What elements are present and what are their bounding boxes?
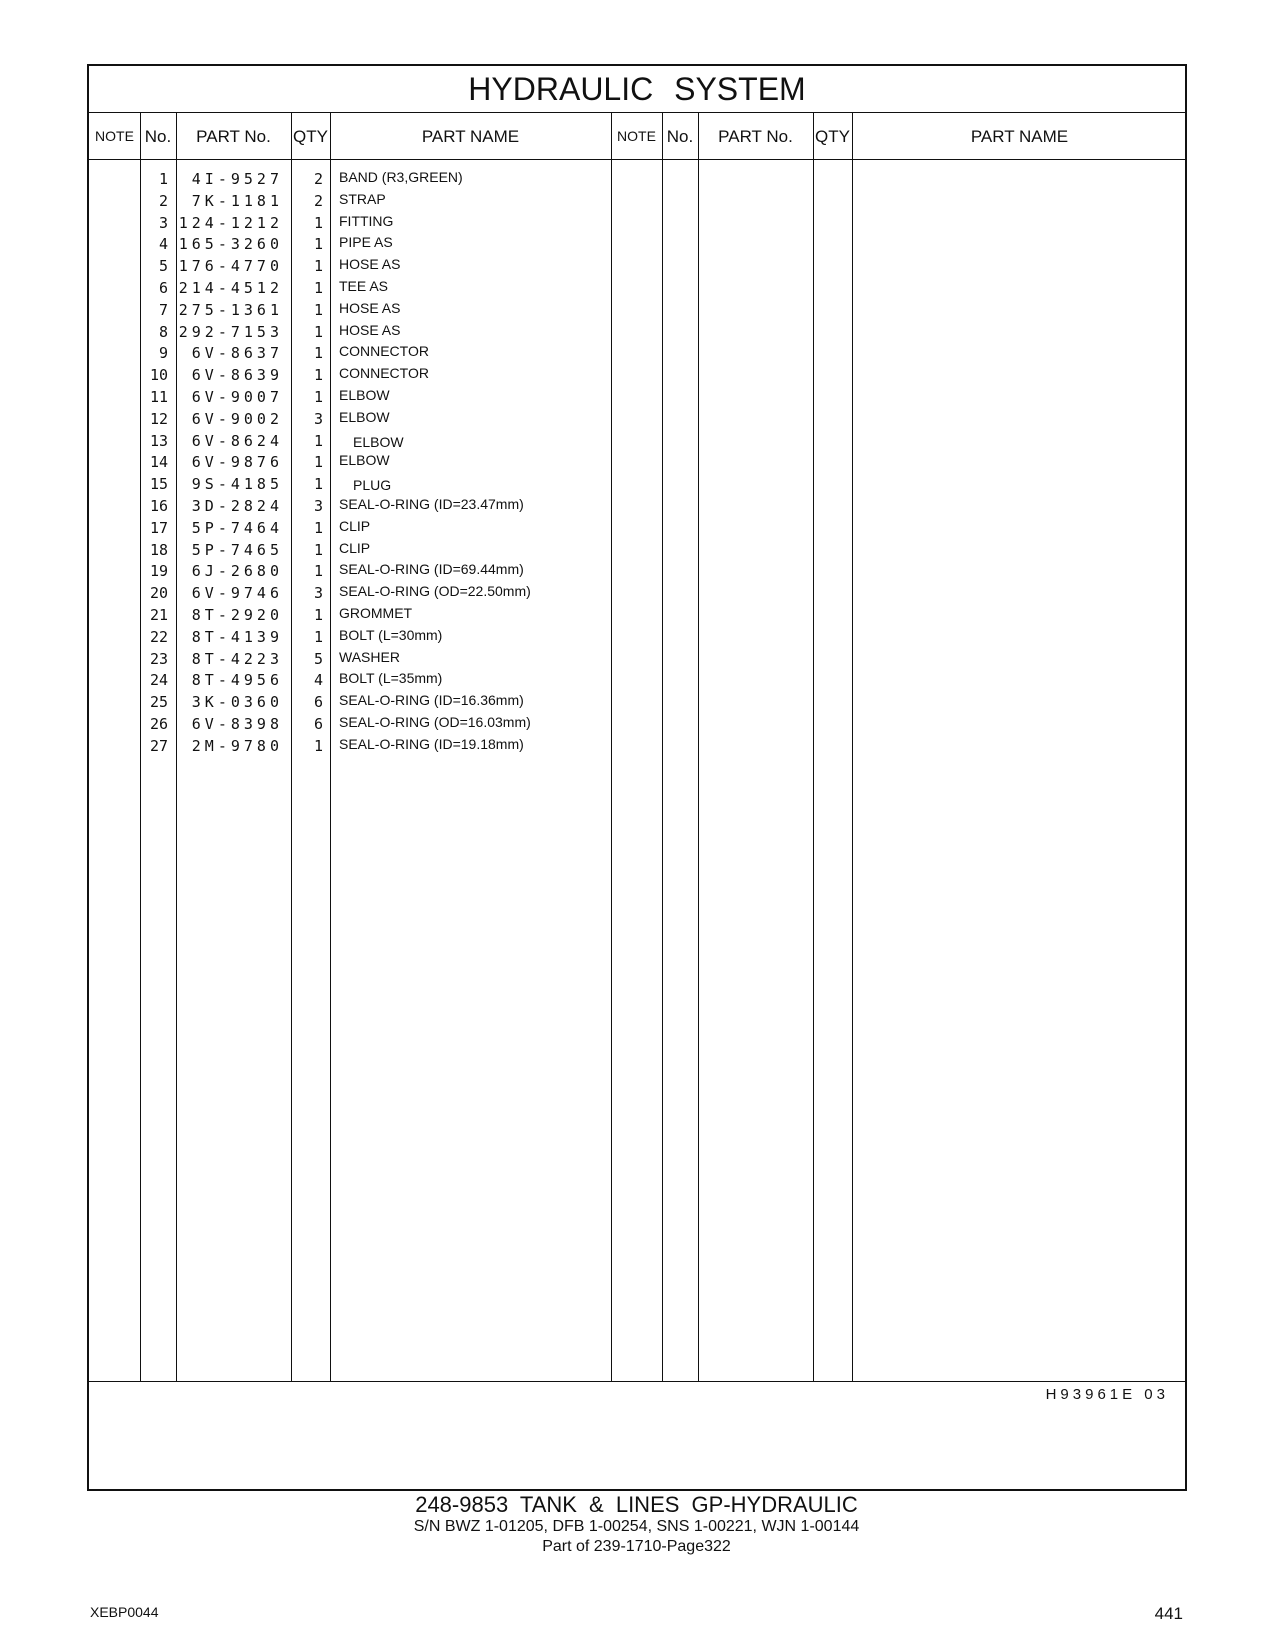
item-number: 22 (149, 627, 168, 646)
caption-group-title: 248-9853 TANK & LINES GP-HYDRAULIC (415, 1492, 858, 1517)
quantity: 1 (313, 388, 323, 406)
quantity: 1 (313, 453, 323, 472)
item-number: 14 (149, 453, 168, 472)
part-number: 214-4512 (178, 279, 283, 297)
item-number: 17 (149, 518, 168, 537)
part-number: 176-4770 (178, 257, 283, 276)
part-number: 4I-9527 (191, 170, 283, 188)
header-part-no: PART No. (718, 127, 793, 146)
part-name: SEAL-O-RING (ID=23.47mm) (339, 496, 524, 512)
part-name: BOLT (L=30mm) (339, 626, 443, 643)
part-number: 6V-9746 (191, 584, 283, 603)
part-number: 275-1361 (178, 300, 283, 319)
part-number: 6V-8398 (191, 715, 283, 733)
column-divider (291, 112, 292, 1381)
quantity: 1 (313, 431, 323, 450)
part-number: 292-7153 (178, 322, 283, 341)
quantity: 5 (313, 649, 323, 668)
part-number: 124-1212 (178, 213, 283, 232)
part-number: 7K-1181 (191, 191, 283, 210)
quantity: 1 (313, 235, 323, 254)
part-name: HOSE AS (339, 256, 401, 273)
part-name: SEAL-O-RING (OD=22.50mm) (339, 583, 531, 600)
quantity: 1 (313, 540, 323, 559)
item-number: 3 (158, 213, 168, 232)
header-part-no: PART No. (196, 127, 271, 146)
part-name: STRAP (339, 190, 386, 207)
illustration-code: H93961E 03 (1045, 1386, 1169, 1403)
part-number: 9S-4185 (191, 475, 283, 494)
part-name: ELBOW (339, 408, 390, 425)
part-name: WASHER (339, 648, 400, 665)
part-number: 8T-4223 (191, 649, 283, 668)
part-number: 6V-8624 (191, 431, 283, 450)
quantity: 1 (313, 300, 323, 319)
part-name: CONNECTOR (339, 365, 429, 382)
quantity: 1 (313, 518, 323, 537)
part-number: 6J-2680 (191, 562, 283, 581)
item-number: 18 (149, 540, 168, 559)
part-name: ELBOW (339, 452, 390, 469)
part-name: CLIP (339, 517, 371, 534)
item-number: 12 (149, 409, 168, 428)
item-number: 9 (158, 344, 168, 363)
quantity: 4 (313, 671, 323, 690)
page-title: HYDRAULIC SYSTEM (468, 71, 806, 107)
part-number: 6V-8637 (191, 344, 283, 363)
header-part-name: PART NAME (970, 127, 1069, 146)
quantity: 1 (313, 213, 323, 232)
part-name: BAND (R3,GREEN) (339, 169, 463, 185)
quantity: 1 (313, 366, 323, 385)
quantity: 1 (313, 627, 323, 646)
header-no: No. (144, 127, 172, 146)
item-number: 16 (149, 497, 168, 515)
part-number: 3D-2824 (191, 497, 283, 515)
quantity: 2 (313, 170, 323, 188)
item-number: 2 (158, 191, 168, 210)
quantity: 3 (313, 584, 323, 603)
item-number: 10 (149, 366, 168, 385)
column-divider (330, 112, 331, 1381)
item-number: 13 (149, 431, 168, 450)
part-name: SEAL-O-RING (ID=69.44mm) (339, 561, 524, 578)
page-number: 441 (1154, 1604, 1183, 1623)
part-name: CONNECTOR (339, 343, 429, 360)
part-name: HOSE AS (339, 321, 401, 338)
part-name: SEAL-O-RING (OD=16.03mm) (339, 714, 531, 730)
column-divider (140, 112, 141, 1381)
part-number: 8T-2920 (191, 606, 283, 624)
caption-reference: Part of 239-1710-Page322 (542, 1538, 731, 1555)
header-note: NOTE (95, 128, 134, 144)
quantity: 1 (313, 279, 323, 297)
part-name: FITTING (339, 212, 394, 229)
header-qty: QTY (293, 127, 328, 146)
column-divider (852, 112, 853, 1381)
quantity: 3 (313, 409, 323, 428)
quantity: 1 (313, 562, 323, 581)
quantity: 6 (313, 715, 323, 733)
part-number: 3K-0360 (191, 693, 283, 712)
part-number: 6V-8639 (191, 366, 283, 385)
item-number: 19 (149, 562, 168, 581)
part-name: TEE AS (339, 278, 389, 294)
part-name: HOSE AS (339, 299, 401, 316)
footer-divider (89, 1381, 1185, 1382)
parts-table-frame (87, 64, 1187, 1491)
part-name: SEAL-O-RING (ID=19.18mm) (339, 735, 524, 752)
item-number: 15 (149, 475, 168, 494)
column-divider (611, 112, 612, 1381)
part-number: 8T-4956 (191, 671, 283, 690)
item-number: 5 (158, 257, 168, 276)
part-name: PIPE AS (339, 234, 393, 251)
quantity: 1 (313, 322, 323, 341)
item-number: 1 (158, 170, 168, 188)
quantity: 1 (313, 736, 323, 755)
column-divider (698, 112, 699, 1381)
item-number: 25 (149, 693, 168, 712)
header-part-name: PART NAME (421, 127, 520, 146)
header-note: NOTE (617, 128, 656, 144)
item-number: 23 (149, 649, 168, 668)
part-name: ELBOW (353, 433, 404, 450)
quantity: 1 (313, 606, 323, 624)
quantity: 1 (313, 344, 323, 363)
document-id: XEBP0044 (90, 1604, 159, 1620)
part-number: 5P-7464 (191, 518, 283, 537)
header-no: No. (666, 127, 694, 146)
quantity: 3 (313, 497, 323, 515)
item-number: 8 (158, 322, 168, 341)
part-name: SEAL-O-RING (ID=16.36mm) (339, 692, 524, 709)
part-name: GROMMET (339, 605, 413, 621)
part-name: PLUG (353, 477, 392, 494)
part-name: BOLT (L=35mm) (339, 670, 443, 687)
item-number: 7 (158, 300, 168, 319)
header-qty: QTY (815, 127, 850, 146)
part-name: ELBOW (339, 387, 390, 403)
quantity: 1 (313, 475, 323, 494)
part-number: 165-3260 (178, 235, 283, 254)
item-number: 21 (149, 606, 168, 624)
item-number: 26 (149, 715, 168, 733)
item-number: 11 (149, 388, 168, 406)
item-number: 24 (149, 671, 168, 690)
item-number: 27 (149, 736, 168, 755)
quantity: 6 (313, 693, 323, 712)
part-number: 6V-9876 (191, 453, 283, 472)
caption-serial-numbers: S/N BWZ 1-01205, DFB 1-00254, SNS 1-00221, WJN 1-00144 (413, 1518, 860, 1535)
part-number: 6V-9007 (191, 388, 283, 406)
column-divider (813, 112, 814, 1381)
part-number: 5P-7465 (191, 540, 283, 559)
column-divider (662, 112, 663, 1381)
quantity: 1 (313, 257, 323, 276)
part-number: 2M-9780 (191, 736, 283, 755)
item-number: 4 (158, 235, 168, 254)
item-number: 6 (158, 279, 168, 297)
quantity: 2 (313, 191, 323, 210)
item-number: 20 (149, 584, 168, 603)
part-number: 6V-9002 (191, 409, 283, 428)
part-name: CLIP (339, 539, 371, 556)
part-number: 8T-4139 (191, 627, 283, 646)
